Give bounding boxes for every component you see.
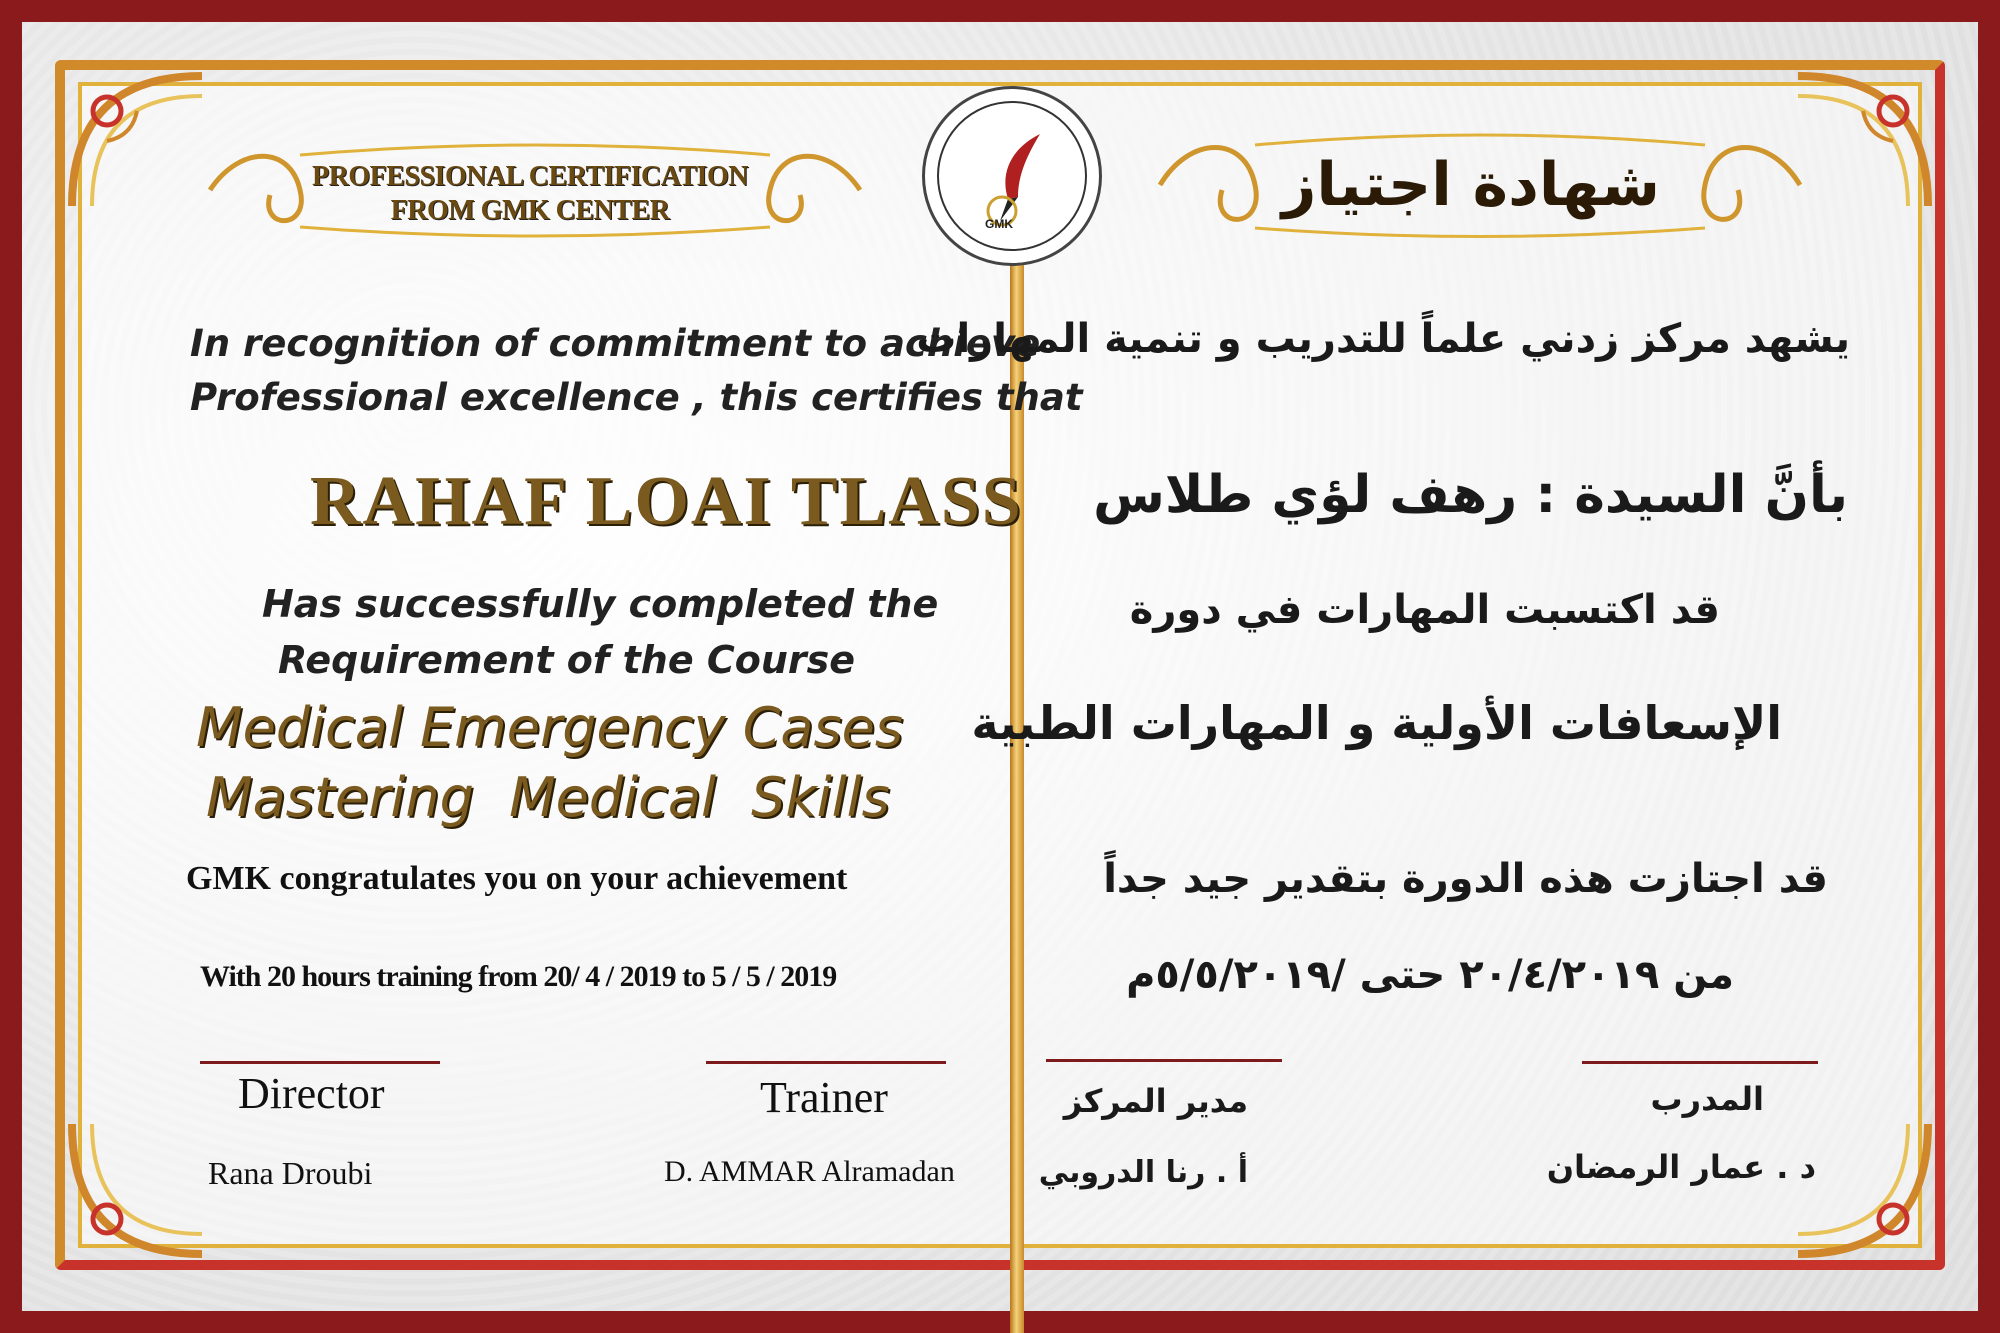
training-hours: With 20 hours training from 20/ 4 / 2019 to 5 / 5 / 2019 <box>200 960 837 993</box>
corner-ornament-icon <box>62 66 212 216</box>
corner-ornament-icon <box>62 1114 212 1264</box>
recipient-name-en: RAHAF LOAI TLASS <box>310 463 1023 540</box>
ar-trainer-name: د . عمار الرمضان <box>1546 1148 1816 1186</box>
corner-ornament-icon <box>1788 66 1938 216</box>
corner-ornament-icon <box>1788 1114 1938 1264</box>
director-name: Rana Droubi <box>208 1155 373 1191</box>
quill-pen-icon <box>970 129 1060 229</box>
gmk-seal <box>922 86 1102 266</box>
trainer-title: Trainer <box>760 1073 888 1122</box>
ar-director-signature-line <box>1046 1059 1282 1062</box>
ar-trainer-title: المدرب <box>1650 1080 1764 1118</box>
arabic-line3: قد اكتسبت المهارات في دورة <box>1129 587 1720 633</box>
director-title: Director <box>238 1069 385 1118</box>
arabic-line6: من ٢٠/٤/٢٠١٩ حتى /٥/٥/٢٠١٩م <box>1126 952 1734 998</box>
ar-director-name: أ . رنا الدروبي <box>1038 1155 1248 1190</box>
ar-trainer-signature-line <box>1582 1061 1818 1064</box>
trainer-name: D. AMMAR Alramadan <box>664 1155 955 1188</box>
director-signature-line <box>200 1061 440 1064</box>
ar-director-title: مدير المركز <box>1063 1082 1248 1120</box>
congrats-text: GMK congratulates you on your achievement <box>186 860 848 897</box>
completed-line1: Has successfully completed the <box>262 582 939 626</box>
trainer-signature-line <box>706 1061 946 1064</box>
arabic-line1: يشهد مركز زدني علماً للتدريب و تنمية المهارات <box>916 316 1850 362</box>
course-line1: Medical Emergency Cases <box>196 696 904 759</box>
arabic-line4: الإسعافات الأولية و المهارات الطبية <box>971 696 1782 750</box>
arabic-line2: بأنَّ السيدة : رهف لؤي طلاس <box>1093 465 1848 525</box>
course-line2: Mastering Medical Skills <box>206 766 890 829</box>
completed-line2: Requirement of the Course <box>278 638 856 682</box>
arabic-line5: قد اجتازت هذه الدورة بتقدير جيد جداً <box>1103 856 1828 902</box>
seal-brand: GMK <box>985 217 1013 231</box>
intro-line1: In recognition of commitment to achieve <box>190 322 1041 365</box>
intro-line2: Professional excellence , this certifies that <box>190 376 1083 419</box>
heading-ar: شهادة اجتياز <box>1281 150 1660 220</box>
heading-en-line1: PROFESSIONAL CERTIFICATION <box>312 161 748 192</box>
heading-en <box>300 160 760 228</box>
heading-en-line2: FROM GMK CENTER <box>390 195 670 226</box>
